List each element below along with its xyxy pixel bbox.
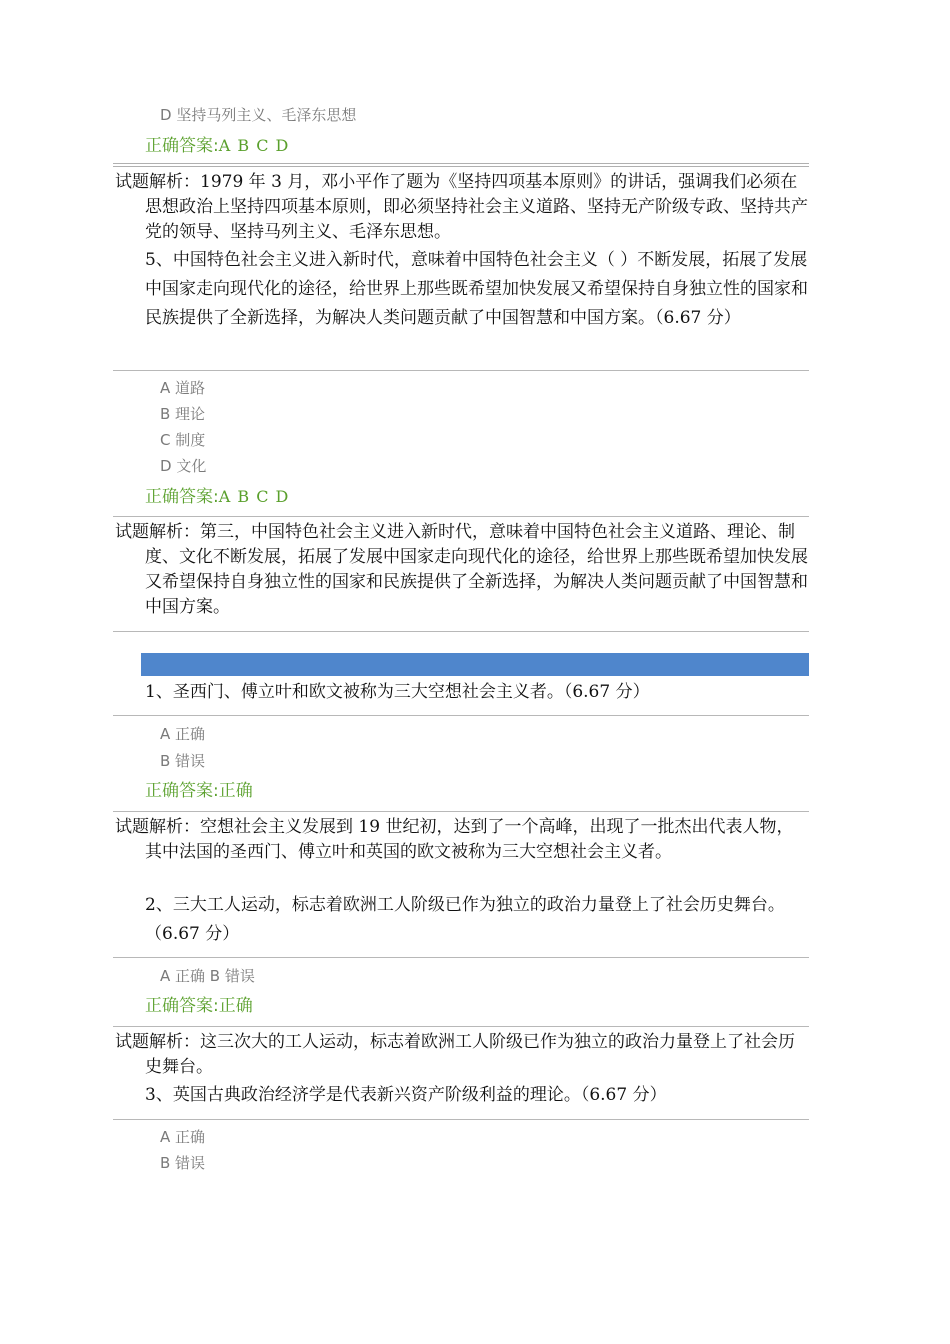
explanation-text: 1979 年 3 月，邓小平作了题为《坚持四项基本原则》的讲话，强调我们必须在思想政治上坚持四项基本原则，即必须坚持社会主义道路、坚持无产阶级专政、坚持共产党的领导、坚持马列主义、毛泽东思想。 bbox=[145, 172, 808, 242]
explanation-text: 第三，中国特色社会主义进入新时代，意味着中国特色社会主义道路、理论、制度、文化不断发展，拓展了发展中国家走向现代化的途径，给世界上那些既希望加快发展又希望保持自身独立性的国家和民族提供了全新选择，为解决人类问题贡献了中国智慧和中国方案。 bbox=[145, 522, 808, 617]
question-5: 5、中国特色社会主义进入新时代，意味着中国特色社会主义（ ）不断发展，拓展了发展中国家走向现代化的途径，给世界上那些既希望加快发展又希望保持自身独立性的国家和民族提供了全新选择，为解决人类问题贡献了中国智慧和中国方案。（6.67 分） bbox=[145, 250, 808, 328]
explanation bbox=[115, 815, 810, 865]
answer-label: 正确答案: bbox=[145, 781, 219, 801]
explanation-text: 这三次大的工人运动，标志着欧洲工人阶级已作为独立的政治力量登上了社会历史舞台。 bbox=[145, 1032, 795, 1077]
option-c[interactable]: C 制度 bbox=[160, 431, 206, 449]
explanation bbox=[115, 520, 810, 620]
answer-value: A B C D bbox=[218, 136, 290, 155]
correct-answer bbox=[145, 991, 253, 1016]
correct-answer bbox=[145, 482, 289, 507]
section-header-bar bbox=[141, 653, 809, 676]
option-b[interactable]: B 理论 bbox=[160, 405, 206, 423]
explanation-label: 试题解析： bbox=[115, 1032, 200, 1052]
divider bbox=[113, 516, 809, 517]
question-tf-1: 1、圣西门、傅立叶和欧文被称为三大空想社会主义者。（6.67 分） bbox=[145, 682, 650, 702]
option-a[interactable]: A 道路 bbox=[160, 379, 206, 397]
option-a[interactable]: A 正确 bbox=[160, 725, 206, 743]
explanation bbox=[115, 170, 810, 245]
divider bbox=[113, 163, 809, 167]
divider bbox=[113, 370, 809, 371]
option-d: D 坚持马列主义、毛泽东思想 bbox=[160, 106, 357, 124]
divider bbox=[113, 1119, 809, 1120]
correct-answer bbox=[145, 776, 253, 801]
explanation-label: 试题解析： bbox=[115, 817, 200, 837]
option-b[interactable]: B 错误 bbox=[160, 1154, 206, 1172]
option-b[interactable]: B 错误 bbox=[160, 752, 206, 770]
question-tf-3: 3、英国古典政治经济学是代表新兴资产阶级利益的理论。（6.67 分） bbox=[145, 1085, 667, 1105]
divider bbox=[113, 631, 809, 632]
explanation-label: 试题解析： bbox=[115, 172, 200, 192]
answer-label: 正确答案: bbox=[145, 136, 219, 156]
answer-value: 正确 bbox=[218, 781, 253, 801]
question-tf-2: 2、三大工人运动，标志着欧洲工人阶级已作为独立的政治力量登上了社会历史舞台。（6.67 分） bbox=[145, 895, 785, 944]
answer-value: 正确 bbox=[218, 996, 253, 1016]
option-d[interactable]: D 文化 bbox=[160, 457, 207, 475]
explanation-label: 试题解析： bbox=[115, 522, 200, 542]
divider bbox=[113, 1026, 809, 1027]
explanation-text: 空想社会主义发展到 19 世纪初，达到了一个高峰，出现了一批杰出代表人物，其中法国的圣西门、傅立叶和英国的欧文被称为三大空想社会主义者。 bbox=[145, 817, 794, 862]
divider bbox=[113, 957, 809, 958]
options-inline[interactable]: A 正确 B 错误 bbox=[160, 967, 255, 985]
explanation bbox=[115, 1030, 810, 1080]
answer-value: A B C D bbox=[218, 487, 290, 506]
correct-answer bbox=[145, 131, 289, 156]
option-a[interactable]: A 正确 bbox=[160, 1128, 206, 1146]
divider bbox=[113, 811, 809, 812]
divider bbox=[113, 715, 809, 716]
answer-label: 正确答案: bbox=[145, 996, 219, 1016]
answer-label: 正确答案: bbox=[145, 487, 219, 507]
